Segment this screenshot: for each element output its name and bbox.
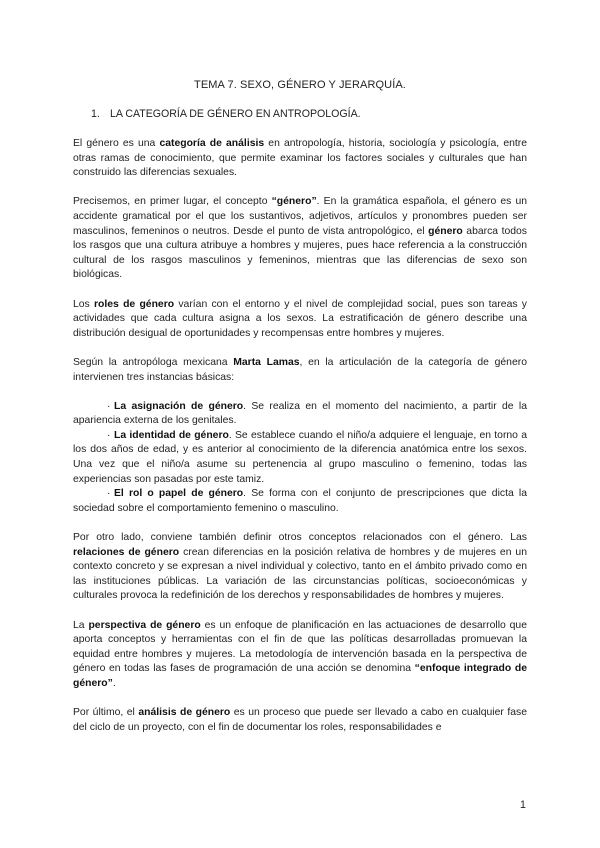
bold-term: categoría de análisis [159, 138, 265, 149]
text-run: Según la antropóloga mexicana [73, 356, 234, 368]
list-item [73, 429, 527, 487]
paragraph-7 [73, 706, 527, 735]
text-run: El género es una [73, 138, 160, 149]
paragraph-1 [73, 137, 527, 181]
text-run: varían con el entorno y el nivel de complejidad social, pues son tareas y actividades que cada cultura asigna a los sexos. La estratificación de género describe una distribución desigual de oportunidades y recompensas entre hombres y mujeres. [73, 298, 527, 339]
section-heading [91, 107, 361, 122]
text-run: abarca todos los rasgos que una cultura atribuye a hombres y mujeres, pues hace referencia a la construcción cultural de los rasgos masculinos y femeninos, mientras que las diferencias de sexo son biológicas. [73, 225, 527, 281]
bullet-icon: · [107, 488, 111, 500]
bold-term: roles de género [94, 298, 175, 310]
paragraph-4 [73, 356, 527, 385]
paragraph-2 [73, 195, 527, 283]
page-number: 1 [520, 799, 526, 811]
text-run: Por otro lado, conviene también definir otros conceptos relacionados con el género. Las [73, 532, 527, 544]
text-run: . Se establece cuando el niño/a adquiere el lenguaje, en torno a los dos años de edad, y es anterior al conocimiento de la diferencia anatómica entre los sexos. Una vez que el niño/a asume su pertenencia al grupo masculino o femenino, todas las experiencias son pasadas por este tamiz. [73, 429, 528, 485]
text-run: . [112, 677, 116, 689]
text-run: . Se realiza en el momento del nacimiento, a partir de la apariencia externa de los genitales. [73, 400, 527, 427]
bold-term: “género” [271, 196, 317, 208]
text-run: La [73, 619, 89, 631]
text-run: es un enfoque de planificación en las actuaciones de desarrollo que aporta conceptos y herramientas con el fin de que las políticas desarrolladas promuevan la equidad entre hombres y mujeres. La metodología de intervención basada en la perspectiva de género en todas las fases de programación de una acción se denomina [73, 619, 527, 675]
text-run: . En la gramática española, el género es un accidente gramatical por el que los sustantivos, adjetivos, artículos y pronombres pueden ser masculinos, femeninos o neutros. Desde el punto de vista antropológico, el [73, 196, 528, 237]
page-title: TEMA 7. SEXO, GÉNERO Y JERARQUÍA. [194, 79, 406, 91]
bold-term: género [428, 225, 463, 237]
text-run: , en la articulación de la categoría de género intervienen tres instancias básicas: [73, 356, 527, 383]
document-body [73, 137, 527, 750]
paragraph-3 [73, 298, 527, 342]
bold-term: “enfoque integrado de género” [73, 663, 527, 689]
bullet-icon: · [107, 400, 111, 412]
text-run: Por último, el [73, 707, 139, 719]
section-label: LA CATEGORÍA DE GÉNERO EN ANTROPOLOGÍA. [110, 108, 361, 120]
bold-term: La identidad de género [114, 429, 229, 441]
bold-term: análisis de género [138, 707, 231, 719]
text-run: Los [73, 298, 94, 310]
text-run: crean diferencias en la posición relativa de hombres y de mujeres en un contexto concreto y se expresan a nivel individual y colectivo, tanto en el ámbito privado como en las instituciones públicas. La variación de las circunstancias políticas, socioeconómicas y culturales provoca la redefinición de los derechos y responsabilidades de hombres y mujeres. [73, 546, 527, 602]
bold-term: perspectiva de género [88, 619, 201, 631]
paragraph-5 [73, 531, 527, 604]
bold-term: relaciones de género [73, 546, 180, 558]
bullet-list [73, 400, 527, 517]
text-run: es un proceso que puede ser llevado a cabo en cualquier fase del ciclo de un proyecto, con el fin de documentar los roles, responsabilidades e [73, 707, 527, 733]
text-run: . Se forma con el conjunto de prescripciones que dicta la sociedad sobre el comportamiento femenino o masculino. [73, 488, 527, 514]
bullet-icon: · [107, 429, 111, 441]
text-run: Precisemos, en primer lugar, el concepto [73, 196, 272, 208]
bold-term: El rol o papel de género [114, 488, 244, 500]
bold-term: Marta Lamas [233, 356, 300, 368]
paragraph-6 [73, 619, 527, 692]
list-item [73, 487, 527, 516]
section-number: 1. [91, 108, 100, 120]
list-item [73, 400, 527, 429]
bold-term: La asignación de género [114, 400, 244, 412]
text-run: en antropología, historia, sociología y psicología, entre otras ramas de conocimiento, que permite examinar los factores sociales y culturales que han construido las diferencias sexuales. [73, 138, 528, 179]
